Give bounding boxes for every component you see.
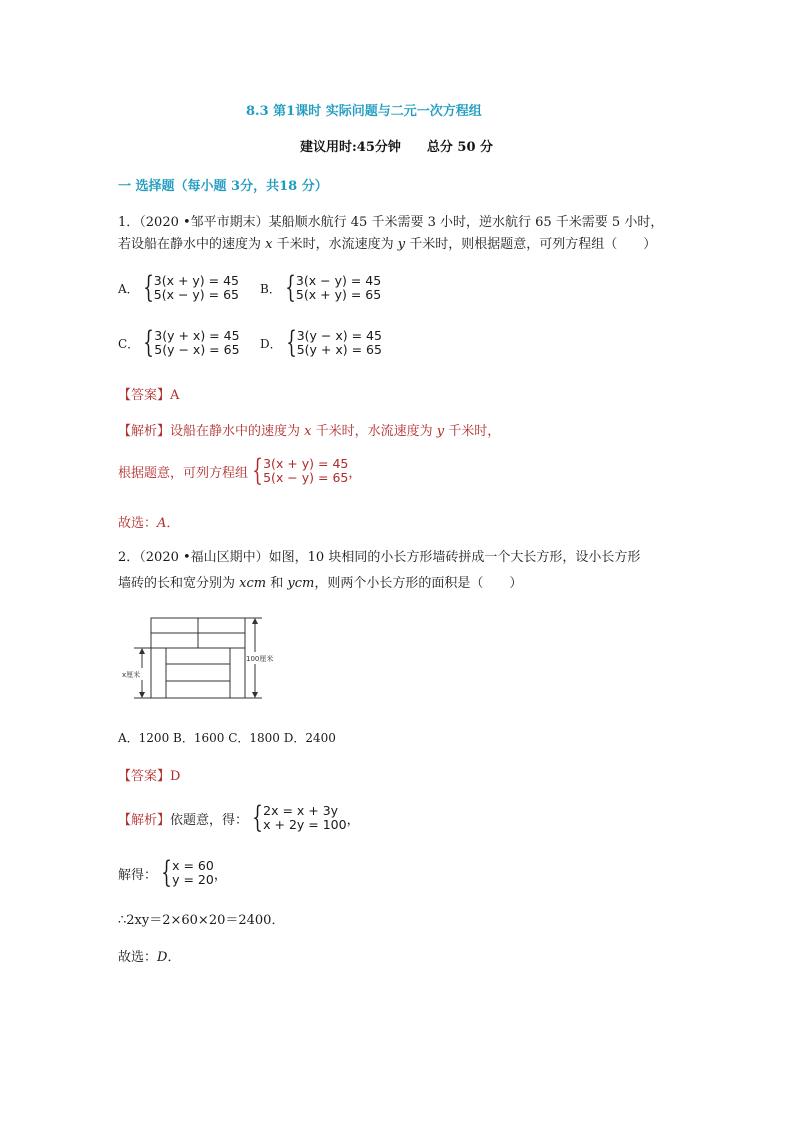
brick <box>166 648 230 664</box>
equation: 5(x − y) = 65 <box>153 287 240 302</box>
brick <box>166 681 230 698</box>
var-xcm: xcm <box>239 576 267 591</box>
var-y: y <box>397 237 406 252</box>
option-label: B． <box>260 281 281 296</box>
equation: 3(y + x) = 45 <box>154 328 240 343</box>
brick <box>151 633 198 648</box>
q2-line2 <box>118 572 522 596</box>
var-ycm: ycm <box>287 576 315 591</box>
section-heading: 一 选择题（每小题 3分，共18 分） <box>118 179 328 194</box>
equation: y = 20 <box>172 872 214 887</box>
x-cm-label: x厘米 <box>122 671 141 679</box>
q2-line2b: 和 <box>266 576 288 591</box>
option-label: C． <box>118 336 140 351</box>
analysis-text: 千米时， <box>444 424 501 439</box>
q1-option-c <box>118 325 240 360</box>
brace-icon: { <box>142 270 154 305</box>
equation: 3(y − x) = 45 <box>296 328 382 343</box>
q2-options: A．1200 B．1600 C．1800 D．2400 <box>118 731 336 745</box>
equation: 3(x + y) = 45 <box>263 456 349 471</box>
analysis-text: 依题意，得： <box>170 812 249 828</box>
brace-icon: { <box>285 270 296 305</box>
height-label: 100厘米 <box>246 655 274 663</box>
equation: 3(x + y) = 45 <box>153 273 240 288</box>
analysis-text: 根据题意，可列方程组 <box>118 465 249 481</box>
analysis-tag: 【解析】 <box>118 812 171 828</box>
brick <box>151 648 166 698</box>
brick <box>198 618 245 633</box>
var-x: x <box>265 237 273 252</box>
punct: ， <box>346 812 360 828</box>
suggested-time: 建议用时:45分钟 <box>300 140 401 155</box>
conclusion-value: D <box>157 950 168 965</box>
q2-conclusion <box>118 946 180 970</box>
brick <box>151 618 198 633</box>
answer-value: A <box>170 388 180 403</box>
equation: 5(x − y) = 65 <box>263 470 349 485</box>
q2-line2c: ，则两个小长方形的面积是（ ） <box>314 576 523 591</box>
q2-solution <box>118 855 227 890</box>
page-title: 8.3 第1课时 实际问题与二元一次方程组 <box>246 104 482 119</box>
answer-value: D <box>170 769 181 784</box>
analysis-tag: 【解析】 <box>118 424 171 439</box>
solve-text: 解得： <box>118 867 158 883</box>
brace-icon: { <box>252 453 263 488</box>
punct: ， <box>348 465 362 481</box>
q1-option-b <box>260 270 382 305</box>
answer-tag: 【答案】 <box>118 769 171 784</box>
q2-line1: 2．（2020 •福山区期中）如图，10 块相同的小长方形墙砖拼成一个大长方形，设小长方形 <box>118 550 641 565</box>
brick <box>230 648 245 698</box>
q1-analysis <box>118 420 500 439</box>
q2-answer <box>118 765 180 784</box>
brace-icon: { <box>252 800 263 835</box>
q1-line2 <box>118 233 656 257</box>
brick-figure <box>118 612 288 704</box>
total-score: 总分 50 分 <box>426 140 494 155</box>
q1-answer <box>118 384 179 403</box>
conclusion-value: A <box>157 516 167 531</box>
equation: 2x = x + 3y <box>263 803 339 818</box>
brace-icon: { <box>285 325 297 360</box>
option-label: A． <box>118 281 139 296</box>
punct: ． <box>167 950 181 965</box>
punct: ． <box>166 516 180 531</box>
q1-option-a <box>118 270 240 305</box>
brace-icon: { <box>161 855 172 890</box>
analysis-text: 设船在静水中的速度为 <box>170 424 305 439</box>
q1-line2a: 若设船在静水中的速度为 <box>118 237 266 252</box>
brace-icon: { <box>143 325 154 360</box>
equation: x + 2y = 100 <box>263 817 347 832</box>
conclusion-text: 故选： <box>118 516 158 531</box>
brick <box>198 633 245 648</box>
q2-line2a: 墙砖的长和宽分别为 <box>118 576 240 591</box>
answer-tag: 【答案】 <box>118 388 171 403</box>
conclusion-text: 故选： <box>118 950 158 965</box>
q1-conclusion <box>118 512 179 531</box>
exam-meta <box>300 136 493 155</box>
equation: 3(x − y) = 45 <box>295 273 382 288</box>
option-label: D． <box>260 336 282 351</box>
equation: x = 60 <box>172 858 214 873</box>
var-y: y <box>436 424 445 439</box>
q2-analysis <box>118 800 360 835</box>
q1-line2c: 千米时，则根据题意，可列方程组（ ） <box>405 237 657 252</box>
q1-analysis-system <box>118 453 362 488</box>
q1-option-d <box>260 325 382 360</box>
q1-line1: 1．（2020 •邹平市期末）某船顺水航行 45 千米需要 3 小时，逆水航行 65 千米需要 5 小时， <box>118 215 664 230</box>
punct: ， <box>213 867 227 883</box>
analysis-text: 千米时，水流速度为 <box>311 424 437 439</box>
equation: 5(y + x) = 65 <box>296 342 382 357</box>
equation: 5(y − x) = 65 <box>154 342 240 357</box>
brick <box>166 664 230 681</box>
var-x: x <box>304 424 312 439</box>
equation: 5(x + y) = 65 <box>295 287 382 302</box>
q2-calculation: ∴2xy＝2×60×20＝2400． <box>118 913 285 928</box>
q1-line2b: 千米时，水流速度为 <box>272 237 398 252</box>
